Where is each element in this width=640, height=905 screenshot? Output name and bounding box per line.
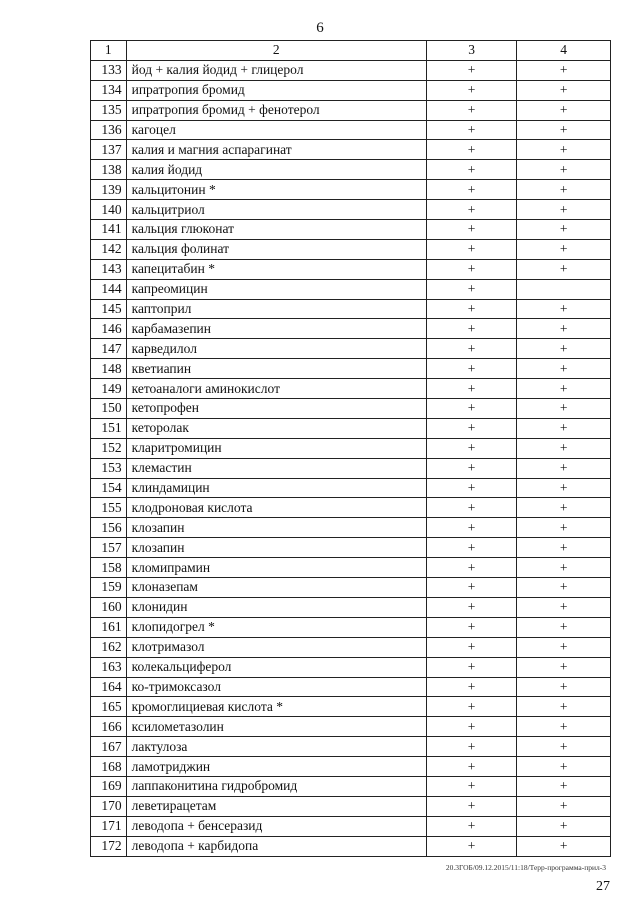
header-col-1: 1 (91, 41, 127, 61)
drug-name: клозапин (126, 518, 426, 538)
table-row (91, 518, 611, 538)
col-3-mark: + (426, 757, 517, 777)
drug-name: клодроновая кислота (126, 498, 426, 518)
table-row (91, 100, 611, 120)
drug-name: кларитромицин (126, 438, 426, 458)
col-3-mark: + (426, 836, 517, 856)
col-3-mark: + (426, 180, 517, 200)
drug-name: капецитабин * (126, 259, 426, 279)
row-number: 171 (91, 816, 127, 836)
row-number: 170 (91, 796, 127, 816)
table-row (91, 776, 611, 796)
drug-name: кальцитонин * (126, 180, 426, 200)
row-number: 169 (91, 776, 127, 796)
col-4-mark: + (517, 299, 611, 319)
header-col-3: 3 (426, 41, 517, 61)
row-number: 141 (91, 220, 127, 240)
col-4-mark: + (517, 80, 611, 100)
col-4-mark: + (517, 120, 611, 140)
drug-name: капреомицин (126, 279, 426, 299)
drug-name: кетоаналоги аминокислот (126, 379, 426, 399)
col-4-mark: + (517, 717, 611, 737)
row-number: 151 (91, 418, 127, 438)
drug-name: клемастин (126, 458, 426, 478)
table-row (91, 597, 611, 617)
drug-name: ксилометазолин (126, 717, 426, 737)
col-4-mark: + (517, 796, 611, 816)
col-4-mark (517, 279, 611, 299)
col-4-mark: + (517, 677, 611, 697)
row-number: 145 (91, 299, 127, 319)
drug-name: карведилол (126, 339, 426, 359)
row-number: 133 (91, 60, 127, 80)
table-row (91, 140, 611, 160)
col-4-mark: + (517, 418, 611, 438)
drug-name: леводопа + бенсеразид (126, 816, 426, 836)
page-number-top: 6 (316, 20, 324, 36)
col-4-mark: + (517, 180, 611, 200)
drug-name: леветирацетам (126, 796, 426, 816)
col-4-mark: + (517, 259, 611, 279)
table-row (91, 498, 611, 518)
table-row (91, 80, 611, 100)
col-4-mark: + (517, 220, 611, 240)
col-4-mark: + (517, 239, 611, 259)
col-3-mark: + (426, 697, 517, 717)
table-row (91, 180, 611, 200)
col-4-mark: + (517, 399, 611, 419)
drug-name: клопидогрел * (126, 617, 426, 637)
row-number: 147 (91, 339, 127, 359)
row-number: 142 (91, 239, 127, 259)
table-row (91, 319, 611, 339)
col-3-mark: + (426, 458, 517, 478)
row-number: 155 (91, 498, 127, 518)
table-row (91, 279, 611, 299)
col-3-mark: + (426, 339, 517, 359)
col-4-mark: + (517, 359, 611, 379)
col-3-mark: + (426, 319, 517, 339)
row-number: 166 (91, 717, 127, 737)
col-4-mark: + (517, 597, 611, 617)
col-4-mark: + (517, 538, 611, 558)
row-number: 164 (91, 677, 127, 697)
col-3-mark: + (426, 737, 517, 757)
col-4-mark: + (517, 518, 611, 538)
col-3-mark: + (426, 776, 517, 796)
row-number: 136 (91, 120, 127, 140)
row-number: 138 (91, 160, 127, 180)
drug-name: йод + калия йодид + глицерол (126, 60, 426, 80)
col-4-mark: + (517, 617, 611, 637)
drug-name: калия и магния аспарагинат (126, 140, 426, 160)
col-4-mark: + (517, 200, 611, 220)
row-number: 165 (91, 697, 127, 717)
drug-name: лактулоза (126, 737, 426, 757)
table-row (91, 637, 611, 657)
col-4-mark: + (517, 438, 611, 458)
row-number: 172 (91, 836, 127, 856)
col-4-mark: + (517, 816, 611, 836)
col-3-mark: + (426, 100, 517, 120)
header-col-4: 4 (517, 41, 611, 61)
table-row (91, 757, 611, 777)
col-3-mark: + (426, 438, 517, 458)
row-number: 146 (91, 319, 127, 339)
col-3-mark: + (426, 498, 517, 518)
col-3-mark: + (426, 299, 517, 319)
col-4-mark: + (517, 60, 611, 80)
table-row (91, 538, 611, 558)
col-3-mark: + (426, 239, 517, 259)
drug-name: кальция глюконат (126, 220, 426, 240)
table-row (91, 259, 611, 279)
row-number: 144 (91, 279, 127, 299)
col-4-mark: + (517, 458, 611, 478)
table-row (91, 359, 611, 379)
drug-table-body (91, 41, 611, 857)
col-3-mark: + (426, 717, 517, 737)
table-row (91, 558, 611, 578)
col-3-mark: + (426, 816, 517, 836)
col-4-mark: + (517, 140, 611, 160)
col-4-mark: + (517, 100, 611, 120)
page-number-bottom: 27 (596, 879, 610, 894)
drug-name: карбамазепин (126, 319, 426, 339)
col-4-mark: + (517, 478, 611, 498)
col-3-mark: + (426, 796, 517, 816)
row-number: 135 (91, 100, 127, 120)
table-row (91, 220, 611, 240)
row-number: 137 (91, 140, 127, 160)
footer-document-code: 20.3ГОБ/09.12.2015/11:18/Терр-программа-прил-3 (445, 863, 606, 872)
col-4-mark: + (517, 697, 611, 717)
row-number: 134 (91, 80, 127, 100)
drug-table (90, 40, 611, 857)
row-number: 148 (91, 359, 127, 379)
col-4-mark: + (517, 757, 611, 777)
drug-name: клоназепам (126, 578, 426, 598)
col-3-mark: + (426, 359, 517, 379)
drug-name: ипратропия бромид (126, 80, 426, 100)
drug-name: ко-тримоксазол (126, 677, 426, 697)
drug-name: клиндамицин (126, 478, 426, 498)
col-4-mark: + (517, 339, 611, 359)
row-number: 158 (91, 558, 127, 578)
col-3-mark: + (426, 518, 517, 538)
col-3-mark: + (426, 60, 517, 80)
col-3-mark: + (426, 200, 517, 220)
drug-name: ламотриджин (126, 757, 426, 777)
row-number: 159 (91, 578, 127, 598)
table-row (91, 717, 611, 737)
col-4-mark: + (517, 578, 611, 598)
row-number: 150 (91, 399, 127, 419)
drug-name: кагоцел (126, 120, 426, 140)
col-3-mark: + (426, 160, 517, 180)
col-3-mark: + (426, 80, 517, 100)
table-row (91, 60, 611, 80)
drug-name: кветиапин (126, 359, 426, 379)
col-3-mark: + (426, 379, 517, 399)
table-row (91, 617, 611, 637)
drug-name: колекальциферол (126, 657, 426, 677)
col-3-mark: + (426, 220, 517, 240)
col-4-mark: + (517, 498, 611, 518)
table-row (91, 339, 611, 359)
drug-name: ипратропия бромид + фенотерол (126, 100, 426, 120)
table-row (91, 160, 611, 180)
table-row (91, 677, 611, 697)
header-col-2: 2 (126, 41, 426, 61)
col-3-mark: + (426, 259, 517, 279)
table-row (91, 418, 611, 438)
row-number: 167 (91, 737, 127, 757)
row-number: 139 (91, 180, 127, 200)
col-3-mark: + (426, 279, 517, 299)
col-3-mark: + (426, 418, 517, 438)
row-number: 162 (91, 637, 127, 657)
col-3-mark: + (426, 637, 517, 657)
col-4-mark: + (517, 836, 611, 856)
drug-name: лаппаконитина гидробромид (126, 776, 426, 796)
drug-name: леводопа + карбидопа (126, 836, 426, 856)
table-row (91, 737, 611, 757)
row-number: 154 (91, 478, 127, 498)
drug-name: калия йодид (126, 160, 426, 180)
table-row (91, 120, 611, 140)
table-row (91, 478, 611, 498)
row-number: 161 (91, 617, 127, 637)
col-3-mark: + (426, 597, 517, 617)
col-3-mark: + (426, 120, 517, 140)
drug-name: клонидин (126, 597, 426, 617)
table-row (91, 697, 611, 717)
drug-name: кломипрамин (126, 558, 426, 578)
row-number: 156 (91, 518, 127, 538)
drug-name: кромоглициевая кислота * (126, 697, 426, 717)
row-number: 152 (91, 438, 127, 458)
row-number: 163 (91, 657, 127, 677)
col-3-mark: + (426, 617, 517, 637)
col-3-mark: + (426, 578, 517, 598)
table-row (91, 578, 611, 598)
row-number: 168 (91, 757, 127, 777)
col-4-mark: + (517, 657, 611, 677)
row-number: 149 (91, 379, 127, 399)
col-4-mark: + (517, 637, 611, 657)
table-row (91, 399, 611, 419)
row-number: 143 (91, 259, 127, 279)
col-3-mark: + (426, 399, 517, 419)
table-row (91, 299, 611, 319)
drug-name: кеторолак (126, 418, 426, 438)
drug-name: клотримазол (126, 637, 426, 657)
row-number: 140 (91, 200, 127, 220)
table-row (91, 816, 611, 836)
col-3-mark: + (426, 478, 517, 498)
col-4-mark: + (517, 776, 611, 796)
col-3-mark: + (426, 677, 517, 697)
col-4-mark: + (517, 379, 611, 399)
col-3-mark: + (426, 558, 517, 578)
table-row (91, 836, 611, 856)
table-row (91, 438, 611, 458)
col-4-mark: + (517, 319, 611, 339)
drug-name: кальция фолинат (126, 239, 426, 259)
drug-name: кетопрофен (126, 399, 426, 419)
row-number: 153 (91, 458, 127, 478)
col-4-mark: + (517, 737, 611, 757)
table-row (91, 458, 611, 478)
drug-name: клозапин (126, 538, 426, 558)
table-header-row (91, 41, 611, 61)
table-row (91, 200, 611, 220)
col-3-mark: + (426, 140, 517, 160)
drug-name: кальцитриол (126, 200, 426, 220)
col-4-mark: + (517, 160, 611, 180)
drug-name: каптоприл (126, 299, 426, 319)
table-row (91, 239, 611, 259)
col-4-mark: + (517, 558, 611, 578)
row-number: 160 (91, 597, 127, 617)
col-3-mark: + (426, 538, 517, 558)
table-row (91, 796, 611, 816)
col-3-mark: + (426, 657, 517, 677)
row-number: 157 (91, 538, 127, 558)
table-row (91, 379, 611, 399)
table-row (91, 657, 611, 677)
